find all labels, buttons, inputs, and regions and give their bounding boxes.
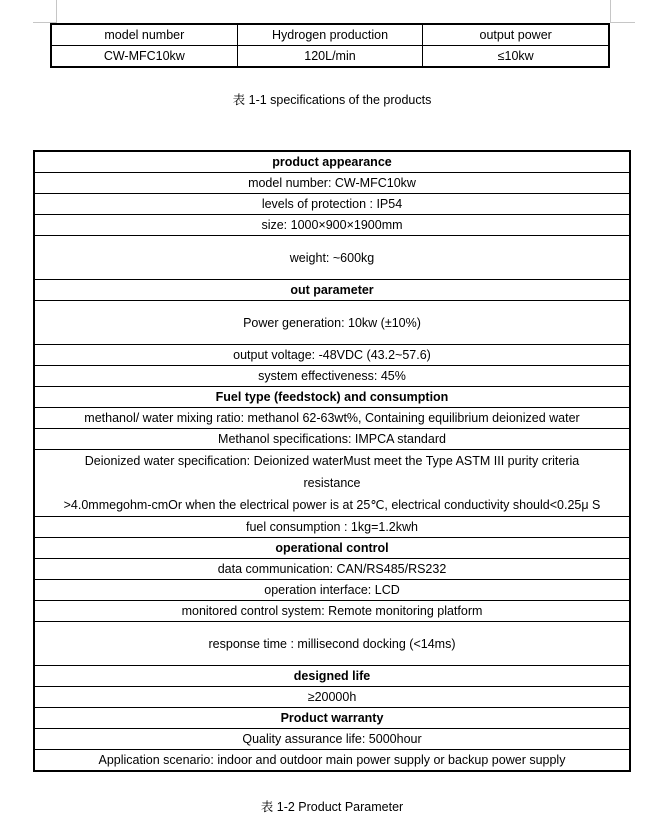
table-row-text: fuel consumption : 1kg=1.2kwh xyxy=(246,520,418,534)
specifications-table xyxy=(50,23,610,68)
table-row-text: model number: CW-MFC10kw xyxy=(248,176,416,190)
table-row xyxy=(35,600,629,621)
table-row-text: Fuel type (feedstock) and consumption xyxy=(215,390,449,404)
table-row-text: data communication: CAN/RS485/RS232 xyxy=(217,562,447,576)
product-parameter-table xyxy=(33,150,631,772)
table-row-text: levels of protection : IP54 xyxy=(261,197,403,211)
table-section-header-row xyxy=(35,279,629,300)
table-row xyxy=(35,193,629,214)
table-row-text: resistance xyxy=(303,476,361,490)
table1-caption: 表 1-1 specifications of the products xyxy=(232,93,432,107)
table-row-text: ≥20000h xyxy=(307,690,357,704)
table-row-text: response time : millisecond docking (<14ms) xyxy=(208,636,456,651)
table-section-header-row xyxy=(35,152,629,172)
table-row xyxy=(35,407,629,428)
specifications-table-header-row xyxy=(52,25,608,45)
table-section-header-row xyxy=(35,665,629,686)
table2-caption: 表 1-2 Product Parameter xyxy=(260,800,404,814)
table-section-header-row xyxy=(35,386,629,407)
header-cell-hydrogen-production: Hydrogen production xyxy=(237,25,423,45)
table-row xyxy=(35,579,629,600)
table-row-text: Deionized water specification: Deionized waterMust meet the Type ASTM III purity criteria xyxy=(84,454,580,468)
table-row-text: operational control xyxy=(275,541,389,555)
table-row-text: size: 1000×900×1900mm xyxy=(261,218,403,232)
table-row-text: Power generation: 10kw (±10%) xyxy=(243,315,421,330)
table-row-text: Product warranty xyxy=(280,711,384,725)
table-section-header-row xyxy=(35,707,629,728)
table-row-text: Application scenario: indoor and outdoor main power supply or backup power supply xyxy=(98,753,566,767)
table-section-header-row xyxy=(35,537,629,558)
table-row xyxy=(35,558,629,579)
table-row-text: weight: ~600kg xyxy=(289,250,375,265)
header-cell-model-number: model number xyxy=(104,28,185,42)
table-row-text: system effectiveness: 45% xyxy=(258,369,406,383)
table-row-text: product appearance xyxy=(272,155,392,169)
table-row xyxy=(35,428,629,449)
cell-output-power-value: ≤10kw xyxy=(422,46,608,66)
table-row xyxy=(35,214,629,235)
table-row-text: designed life xyxy=(293,669,371,683)
table-row xyxy=(35,235,629,279)
table-row-text: operation interface: LCD xyxy=(264,583,400,597)
table-row-text: >4.0mmegohm-cmOr when the electrical power is at 25℃, electrical conductivity should<0.25μ S xyxy=(63,498,601,512)
table-row xyxy=(35,621,629,665)
table-row xyxy=(35,449,629,516)
table-row-text: out parameter xyxy=(290,283,374,297)
table-row-text: Methanol specifications: IMPCA standard xyxy=(218,432,446,446)
cell-model-number-value: CW-MFC10kw xyxy=(103,49,185,63)
table-row xyxy=(35,300,629,344)
header-cell-output-power: output power xyxy=(422,25,608,45)
margin-mark-right-vertical xyxy=(610,0,611,22)
table-row-text: output voltage: -48VDC (43.2~57.6) xyxy=(233,348,431,362)
table-row xyxy=(35,728,629,749)
specifications-table-data-row xyxy=(52,45,608,66)
margin-mark-left-vertical xyxy=(56,0,57,22)
table-row xyxy=(35,516,629,537)
table-row xyxy=(35,344,629,365)
table-row xyxy=(35,686,629,707)
table-row xyxy=(35,172,629,193)
table-row-text: monitored control system: Remote monitoring platform xyxy=(181,604,483,618)
cell-hydrogen-production-value: 120L/min xyxy=(237,46,423,66)
table-row-text: Quality assurance life: 5000hour xyxy=(242,732,422,746)
table-row xyxy=(35,749,629,770)
margin-mark-right-horizontal xyxy=(610,22,635,23)
table-row-text: methanol/ water mixing ratio: methanol 62-63wt%, Containing equilibrium deionized water xyxy=(84,411,580,425)
table-row xyxy=(35,365,629,386)
